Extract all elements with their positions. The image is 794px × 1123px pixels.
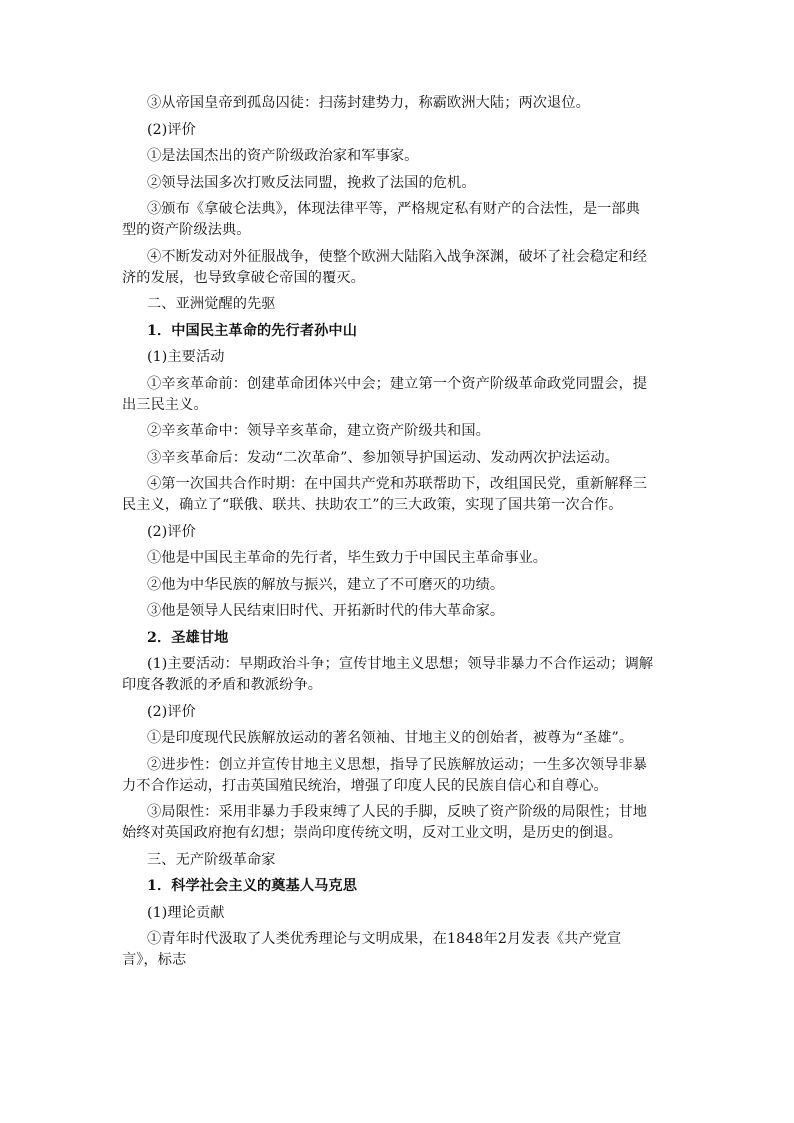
paragraph-line: ③他是领导人民结束旧时代、开拓新时代的伟大革命家。 xyxy=(147,603,505,619)
section-label: (2)评价 xyxy=(147,121,196,138)
paragraph-line: ①青年时代汲取了人类优秀理论与文明成果，在1848年2月发表《共产党宣言》，标志 xyxy=(122,931,622,968)
paragraph-line: ②辛亥革命中：领导辛亥革命，建立资产阶级共和国。 xyxy=(147,423,490,439)
subsection-heading: 1．中国民主革命的先行者孙中山 xyxy=(147,322,357,339)
paragraph-line: ②他为中华民族的解放与振兴，建立了不可磨灭的功绩。 xyxy=(147,576,505,593)
section-label: (1)主要活动 xyxy=(147,349,225,365)
section-label: (2)评价 xyxy=(147,703,196,720)
paragraph-line: ②进步性：创立并宣传甘地主义思想，指导了民族解放运动；一生多次领导非暴力不合作运动，打击英国殖民统治，增强了印度人民的民族自信心和自尊心。 xyxy=(122,756,648,794)
paragraph-line: ①是印度现代民族解放运动的著名领袖、甘地主义的创始者，被尊为“圣雄”。 xyxy=(147,730,634,746)
section-heading: 三、无产阶级革命家 xyxy=(147,851,276,868)
paragraph-line: ①是法国杰出的资产阶级政治家和军事家。 xyxy=(147,148,419,164)
section-label: (2)评价 xyxy=(147,523,196,540)
paragraph-line: (1)主要活动：早期政治斗争；宣传甘地主义思想；领导非暴力不合作运动；调解印度各教派的矛盾和教派纷争。 xyxy=(122,656,654,693)
paragraph-line: ③辛亥革命后：发动“二次革命”、参加领导护国运动、发动两次护法运动。 xyxy=(147,449,619,466)
section-label: (1)理论贡献 xyxy=(147,904,225,921)
paragraph-line: ①辛亥革命前：创建革命团体兴中会；建立第一个资产阶级革命政党同盟会，提出三民主义。 xyxy=(122,375,648,413)
paragraph-line: ②领导法国多次打败反法同盟，挽救了法国的危机。 xyxy=(147,174,476,191)
subsection-heading: 2．圣雄甘地 xyxy=(147,629,229,646)
subsection-heading: 1．科学社会主义的奠基人马克思 xyxy=(147,878,357,894)
paragraph-line: ④第一次国共合作时期：在中国共产党和苏联帮助下，改组国民党，重新解释三民主义，确立了“联俄、联共、扶助农工”的三大政策，实现了国共第一次合作。 xyxy=(122,476,648,513)
paragraph-line: ③从帝国皇帝到孤岛囚徒：扫荡封建势力，称霸欧洲大陆；两次退位。 xyxy=(147,95,590,111)
paragraph-line: ③颁布《拿破仑法典》，体现法律平等，严格规定私有财产的合法性，是一部典型的资产阶级法典。 xyxy=(122,201,640,238)
paragraph-line: ①他是中国民主革命的先行者，毕生致力于中国民主革命事业。 xyxy=(147,550,548,566)
paragraph-line: ④不断发动对外征服战争，使整个欧洲大陆陷入战争深渊，破坏了社会稳定和经济的发展，也导致拿破仑帝国的覆灭。 xyxy=(122,248,648,286)
paragraph-line: ③局限性：采用非暴力手段束缚了人民的手脚，反映了资产阶级的局限性；甘地始终对英国政府抱有幻想；崇尚印度传统文明，反对工业文明，是历史的倒退。 xyxy=(122,804,648,841)
section-heading: 二、亚洲觉醒的先驱 xyxy=(147,296,276,312)
